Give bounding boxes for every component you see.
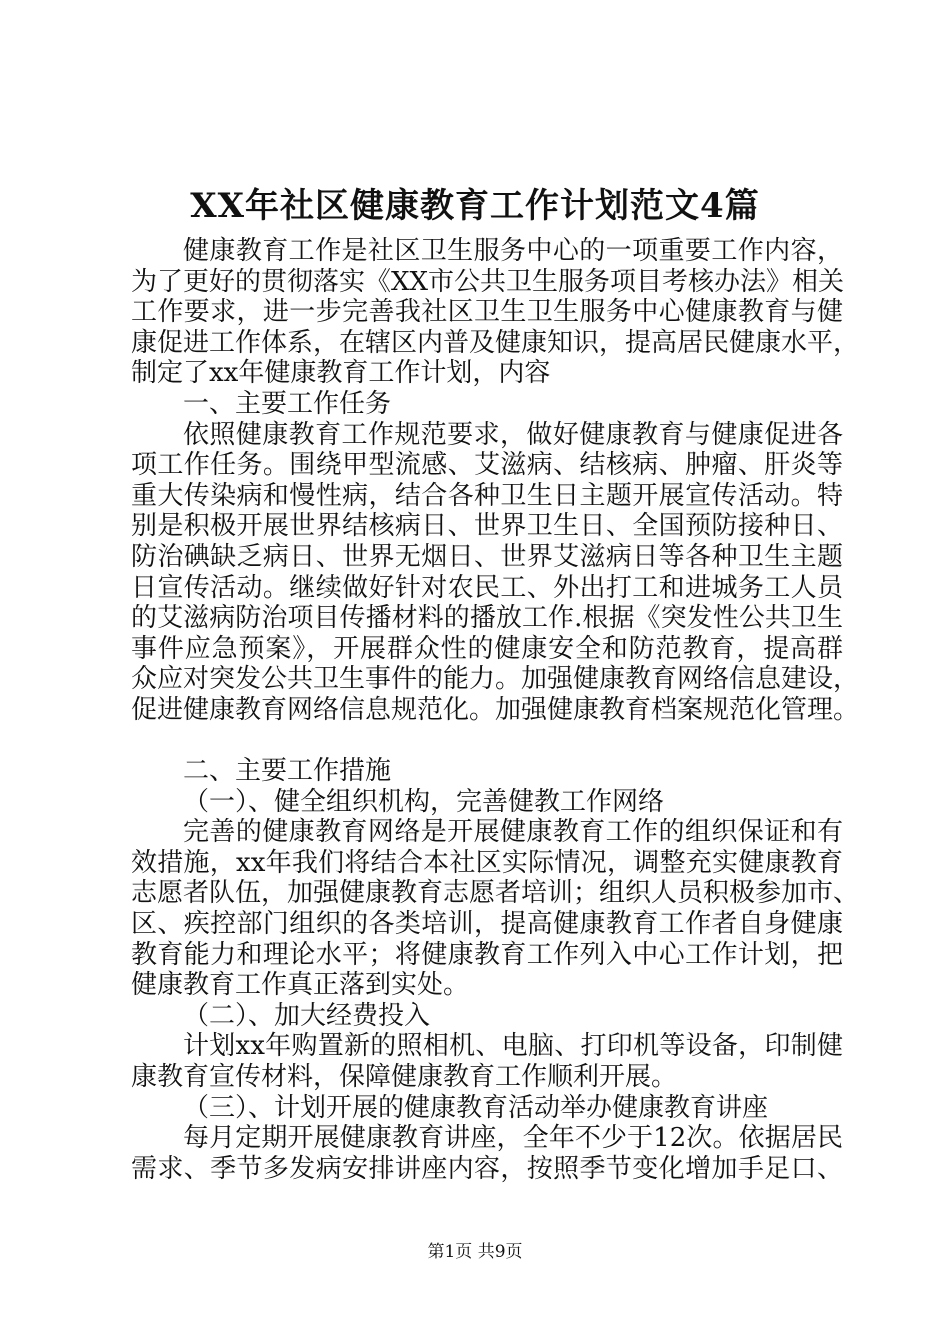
- paragraph-line: 依照健康教育工作规范要求，做好健康教育与健康促进各: [183, 419, 843, 450]
- document-body: [131, 236, 860, 1184]
- paragraph-line: 的艾滋病防治项目传播材料的播放工作.根据《突发性公共卫生: [131, 603, 843, 634]
- paragraph-line: 事件应急预案》，开展群众性的健康安全和防范教育，提高群: [131, 633, 843, 664]
- document-title: XX年社区健康教育工作计划范文4篇: [190, 186, 760, 226]
- paragraph-line: 志愿者队伍，加强健康教育志愿者培训；组织人员积极参加市、: [131, 878, 860, 909]
- section-heading: 一、主要工作任务: [183, 388, 392, 419]
- blank-line: [131, 726, 843, 757]
- subsection-heading: （二）、加大经费投入: [183, 1000, 431, 1031]
- paragraph-line: 康教育宣传材料，保障健康教育工作顺利开展。: [131, 1062, 678, 1093]
- paragraph-line: 日宣传活动。继续做好针对农民工、外出打工和进城务工人员: [131, 572, 843, 603]
- paragraph-line: 康促进工作体系，在辖区内普及健康知识，提高居民健康水平，: [131, 327, 860, 358]
- paragraph-line: 健康教育工作真正落到实处。: [131, 970, 470, 1001]
- paragraph-line: 重大传染病和慢性病，结合各种卫生日主题开展宣传活动。特: [131, 480, 843, 511]
- paragraph-line: 别是积极开展世界结核病日、世界卫生日、全国预防接种日、: [131, 511, 843, 542]
- subsection-heading: （一）、健全组织机构，完善健教工作网络: [183, 786, 665, 817]
- paragraph-line: 促进健康教育网络信息规范化。加强健康教育档案规范化管理。: [131, 694, 860, 725]
- paragraph-line: 制定了xx年健康教育工作计划，内容: [131, 358, 551, 389]
- paragraph-line: 防治碘缺乏病日、世界无烟日、世界艾滋病日等各种卫生主题: [131, 541, 843, 572]
- paragraph-line: 众应对突发公共卫生事件的能力。加强健康教育网络信息建设，: [131, 664, 860, 695]
- paragraph-line: 为了更好的贯彻落实《XX市公共卫生服务项目考核办法》相关: [131, 266, 845, 297]
- paragraph-line: 需求、季节多发病安排讲座内容，按照季节变化增加手足口、: [131, 1153, 843, 1184]
- paragraph-line: 每月定期开展健康教育讲座，全年不少于12次。依据居民: [183, 1123, 843, 1154]
- paragraph-line: 完善的健康教育网络是开展健康教育工作的组织保证和有: [183, 817, 843, 848]
- subsection-heading: （三）、计划开展的健康教育活动举办健康教育讲座: [183, 1092, 769, 1123]
- section-heading: 二、主要工作措施: [183, 756, 392, 787]
- paragraph-line: 工作要求，进一步完善我社区卫生卫生服务中心健康教育与健: [131, 297, 843, 328]
- paragraph-line: 教育能力和理论水平；将健康教育工作列入中心工作计划，把: [131, 939, 843, 970]
- paragraph-line: 区、疾控部门组织的各类培训，提高健康教育工作者自身健康: [131, 909, 843, 940]
- paragraph-line: 项工作任务。围绕甲型流感、艾滋病、结核病、肿瘤、肝炎等: [131, 450, 843, 481]
- paragraph-line: 计划xx年购置新的照相机、电脑、打印机等设备，印制健: [183, 1031, 843, 1062]
- paragraph-line: 效措施，xx年我们将结合本社区实际情况，调整充实健康教育: [131, 847, 843, 878]
- paragraph-line: 健康教育工作是社区卫生服务中心的一项重要工作内容，: [183, 236, 843, 266]
- page-footer: 第1页 共9页: [427, 1242, 523, 1262]
